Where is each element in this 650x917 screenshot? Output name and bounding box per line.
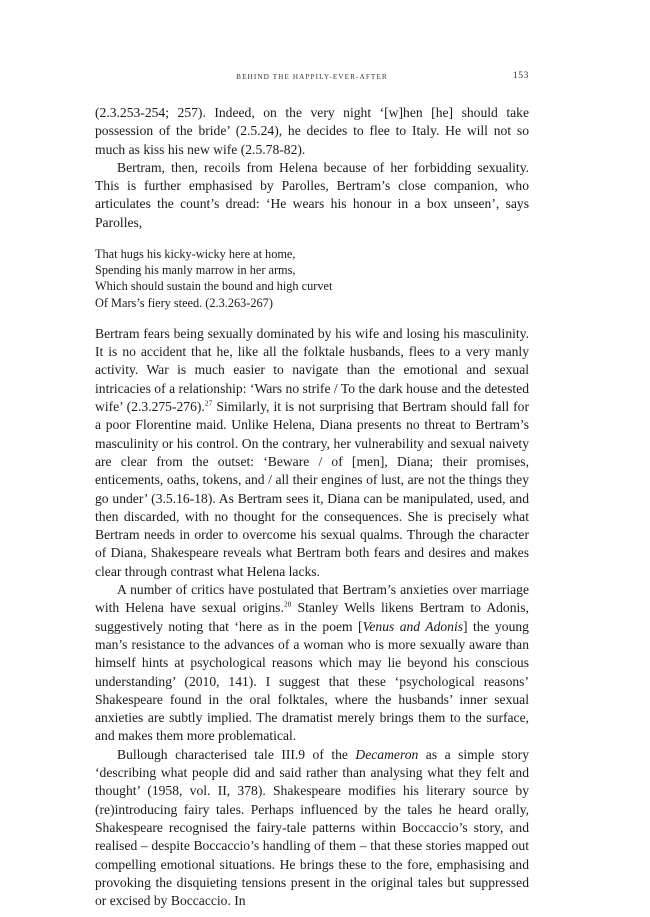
work-title: Venus and Adonis (362, 618, 464, 634)
book-page (95, 68, 529, 910)
quote-line: Which should sustain the bound and high curvet (95, 279, 333, 294)
paragraph-3 (95, 325, 529, 581)
running-head (95, 68, 529, 86)
footnote-marker-28[interactable]: 28 (283, 599, 292, 609)
running-title: BEHIND THE HAPPILY-EVER-AFTER (236, 73, 388, 81)
quote-line: That hugs his kicky-wicky here at home, (95, 247, 296, 262)
paragraph-5 (95, 746, 529, 911)
work-title: Decameron (355, 746, 419, 762)
quote-line: Of Mars’s fiery steed. (2.3.263-267) (95, 295, 273, 310)
paragraph-3-text-a: Bertram fears being sexually dominated by his wife and losing his masculinity. It is no accident that he, like all the folktale husbands, flees to a very manly activity. War is much easier to navigate than the emotional and sexual intricacies of a relationship: ‘Wars no strife / To the dark house and the detested wife’ (2.3.275-276). (95, 325, 529, 415)
paragraph-3-text-b: Similarly, it is not surprising that Bertram should fall for a poor Florentine maid. Unlike Helena, Diana presents no threat to Bertram’s masculinity or his control. On the contrary, her vulnerability and sexual naivety are clear from the outset: ‘Beware / of [men], Diana; their promises, enticements, oaths, tokens, and / all their engines of lust, are not the things they go under’ (3.5.16-18). As Bertram sees it, Diana can be manipulated, used, and then discarded, with no thought for the consequences. She is precisely what Bertram needs in order to overcome his sexual qualms. Through the character of Diana, Shakespeare reveals what Bertram both fears and desires and makes clear through contrast what Helena lacks. (95, 399, 529, 579)
paragraph-4-text-b: Stanley Wells likens Bertram to Adonis, suggestively noting that ‘here as in the poem [ (95, 600, 529, 634)
paragraph-5-text-a: Bullough characterised tale III.9 of the (117, 746, 356, 762)
paragraph-5-text-b: as a simple story ‘describing what people did and said rather than analysing what they felt and thought’ (1958, vol. II, 378). Shakespeare modifies his literary source by (re)introducing fairy tales. Perhaps influenced by the tales he heard orally, Shakespeare recognised the fairy-tale patterns within Boccaccio’s story, and realised – despite Boccaccio’s handling of them – that these stories mapped out compelling emotional situations. He brings these to the fore, emphasising and provoking the disquieting tensions present in the original tales but suppressed or excised by Boccaccio. In (95, 746, 529, 909)
paragraph-1: (2.3.253-254; 257). Indeed, on the very night ‘[w]hen [he] should take possession of the bride’ (2.5.24), he decides to flee to Italy. He will not so much as kiss his new wife (2.5.78-82). (95, 105, 529, 157)
quote-line: Spending his manly marrow in her arms, (95, 263, 296, 278)
body-text (95, 104, 529, 910)
page-number: 153 (512, 71, 529, 81)
paragraph-4 (95, 581, 529, 746)
paragraph-4-text-c: ] the young man’s resistance to the advances of a woman who is more sexually aware than himself hints at psychological reasons which may lie beyond his conscious understanding’ (2010, 141). I suggest that these ‘psychological reasons’ Shakespeare found in the oral folktales, where the husbands’ inner sexual anxieties are subtly implied. The dramatist merely brings them to the surface, and makes them more problematical. (95, 618, 529, 744)
block-quote (95, 246, 529, 311)
footnote-marker-27[interactable]: 27 (204, 398, 213, 408)
paragraph-4-text-a: A number of critics have postulated that Bertram’s anxieties over marriage with Helena have sexual origins. (95, 582, 529, 616)
paragraph-2: Bertram, then, recoils from Helena because of her forbidding sexuality. This is further emphasised by Parolles, Bertram’s close companion, who articulates the count’s dread: ‘He wears his honour in a box unseen’, says Parolles, (95, 159, 529, 230)
